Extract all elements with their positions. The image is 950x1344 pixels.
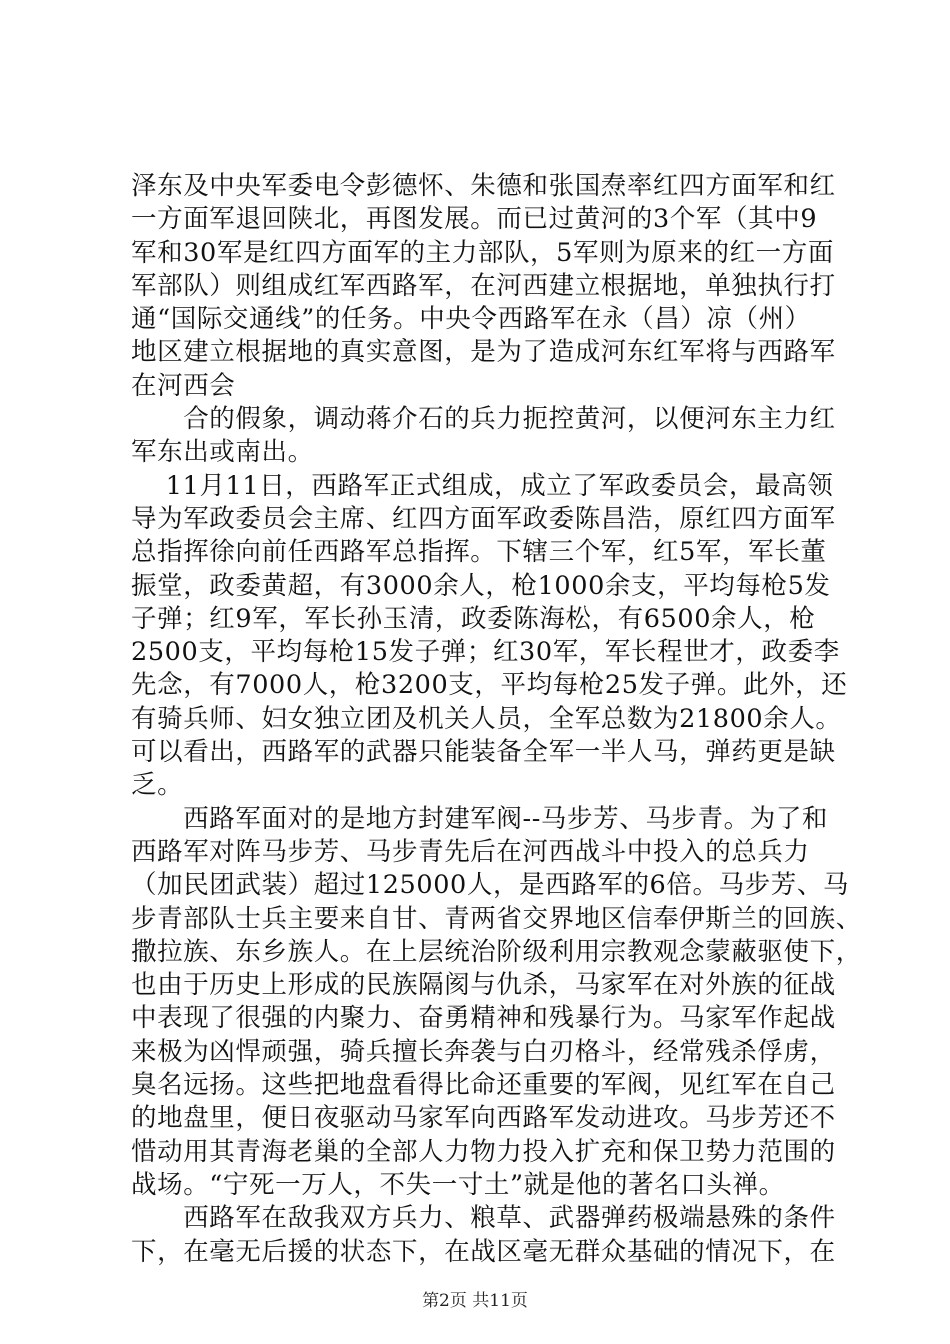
text-line: 战场。“宁死一万人，不失一寸土”就是他的著名口头禅。 bbox=[131, 1169, 785, 1200]
text-line: 步青部队士兵主要来自甘、青两省交界地区信奉伊斯兰的回族、 bbox=[131, 903, 862, 934]
text-line: 的地盘里，便日夜驱动马家军向西路军发动进攻。马步芳还不 bbox=[131, 1103, 836, 1134]
text-line: 总指挥徐向前任西路军总指挥。下辖三个军，红5军，军长董 bbox=[131, 537, 827, 568]
text-line: 惜动用其青海老巢的全部人力物力投入扩充和保卫势力范围的 bbox=[131, 1136, 836, 1167]
text-line: 合的假象，调动蒋介石的兵力扼控黄河，以便河东主力红 bbox=[131, 404, 836, 435]
text-line: 西路军面对的是地方封建军阀--马步芳、马步青。为了和 bbox=[131, 803, 829, 834]
text-line: 也由于历史上形成的民族隔阂与仇杀，马家军在对外族的征战 bbox=[131, 970, 836, 1001]
text-line: 西路军在敌我双方兵力、粮草、武器弹药极端悬殊的条件 bbox=[131, 1203, 836, 1234]
text-line: 西路军对阵马步芳、马步青先后在河西战斗中投入的总兵力 bbox=[131, 836, 810, 867]
text-line: 中表现了很强的内聚力、奋勇精神和残暴行为。马家军作起战 bbox=[131, 1003, 836, 1034]
text-line: 通“国际交通线”的任务。中央令西路军在永（昌）凉（州） bbox=[131, 304, 811, 335]
text-line: 2500支，平均每枪15发子弹；红30军，军长程世才，政委李 bbox=[131, 637, 840, 668]
body-text bbox=[131, 170, 862, 1269]
text-line: （加民团武装）超过125000人，是西路军的6倍。马步芳、马 bbox=[131, 870, 850, 901]
text-line: 一方面军退回陕北，再图发展。而已过黄河的3个军（其中9 bbox=[131, 204, 818, 235]
text-line: 子弹；红9军，军长孙玉清，政委陈海松，有6500余人，枪 bbox=[131, 603, 816, 634]
text-line: 乏。 bbox=[131, 770, 184, 801]
text-line: 臭名远扬。这些把地盘看得比命还重要的军阀，见红军在自己 bbox=[131, 1070, 836, 1101]
text-line: 地区建立根据地的真实意图，是为了造成河东红军将与西路军 bbox=[131, 337, 836, 368]
text-line: 在河西会 bbox=[131, 370, 236, 401]
text-line: 泽东及中央军委电令彭德怀、朱德和张国焘率红四方面军和红 bbox=[131, 171, 836, 201]
text-line: 下，在毫无后援的状态下，在战区毫无群众基础的情况下，在 bbox=[131, 1236, 836, 1267]
text-line: 军部队）则组成红军西路军，在河西建立根据地，单独执行打 bbox=[131, 270, 836, 301]
text-line: 可以看出，西路军的武器只能装备全军一半人马，弹药更是缺 bbox=[131, 737, 836, 768]
text-line: 有骑兵师、妇女独立团及机关人员，全军总数为21800余人。 bbox=[131, 703, 842, 734]
text-line: 军东出或南出。 bbox=[131, 437, 314, 468]
text-line: 军和30军是红四方面军的主力部队，5军则为原来的红一方面 bbox=[131, 237, 834, 268]
text-line: 导为军政委员会主席、红四方面军政委陈昌浩，原红四方面军 bbox=[131, 503, 836, 534]
page-number-footer: 第2页 共11页 bbox=[422, 1291, 528, 1311]
text-line: 来极为凶悍顽强，骑兵擅长奔袭与白刃格斗，经常残杀俘虏， bbox=[131, 1036, 836, 1067]
text-line: 振堂，政委黄超，有3000余人，枪1000余支，平均每枪5发 bbox=[131, 570, 831, 601]
text-line: 11月11日，西路军正式组成，成立了军政委员会，最高领 bbox=[131, 470, 834, 501]
text-line: 撒拉族、东乡族人。在上层统治阶级利用宗教观念蒙蔽驱使下， bbox=[131, 936, 862, 967]
text-line: 先念，有7000人，枪3200支，平均每枪25发子弹。此外，还 bbox=[131, 670, 848, 701]
